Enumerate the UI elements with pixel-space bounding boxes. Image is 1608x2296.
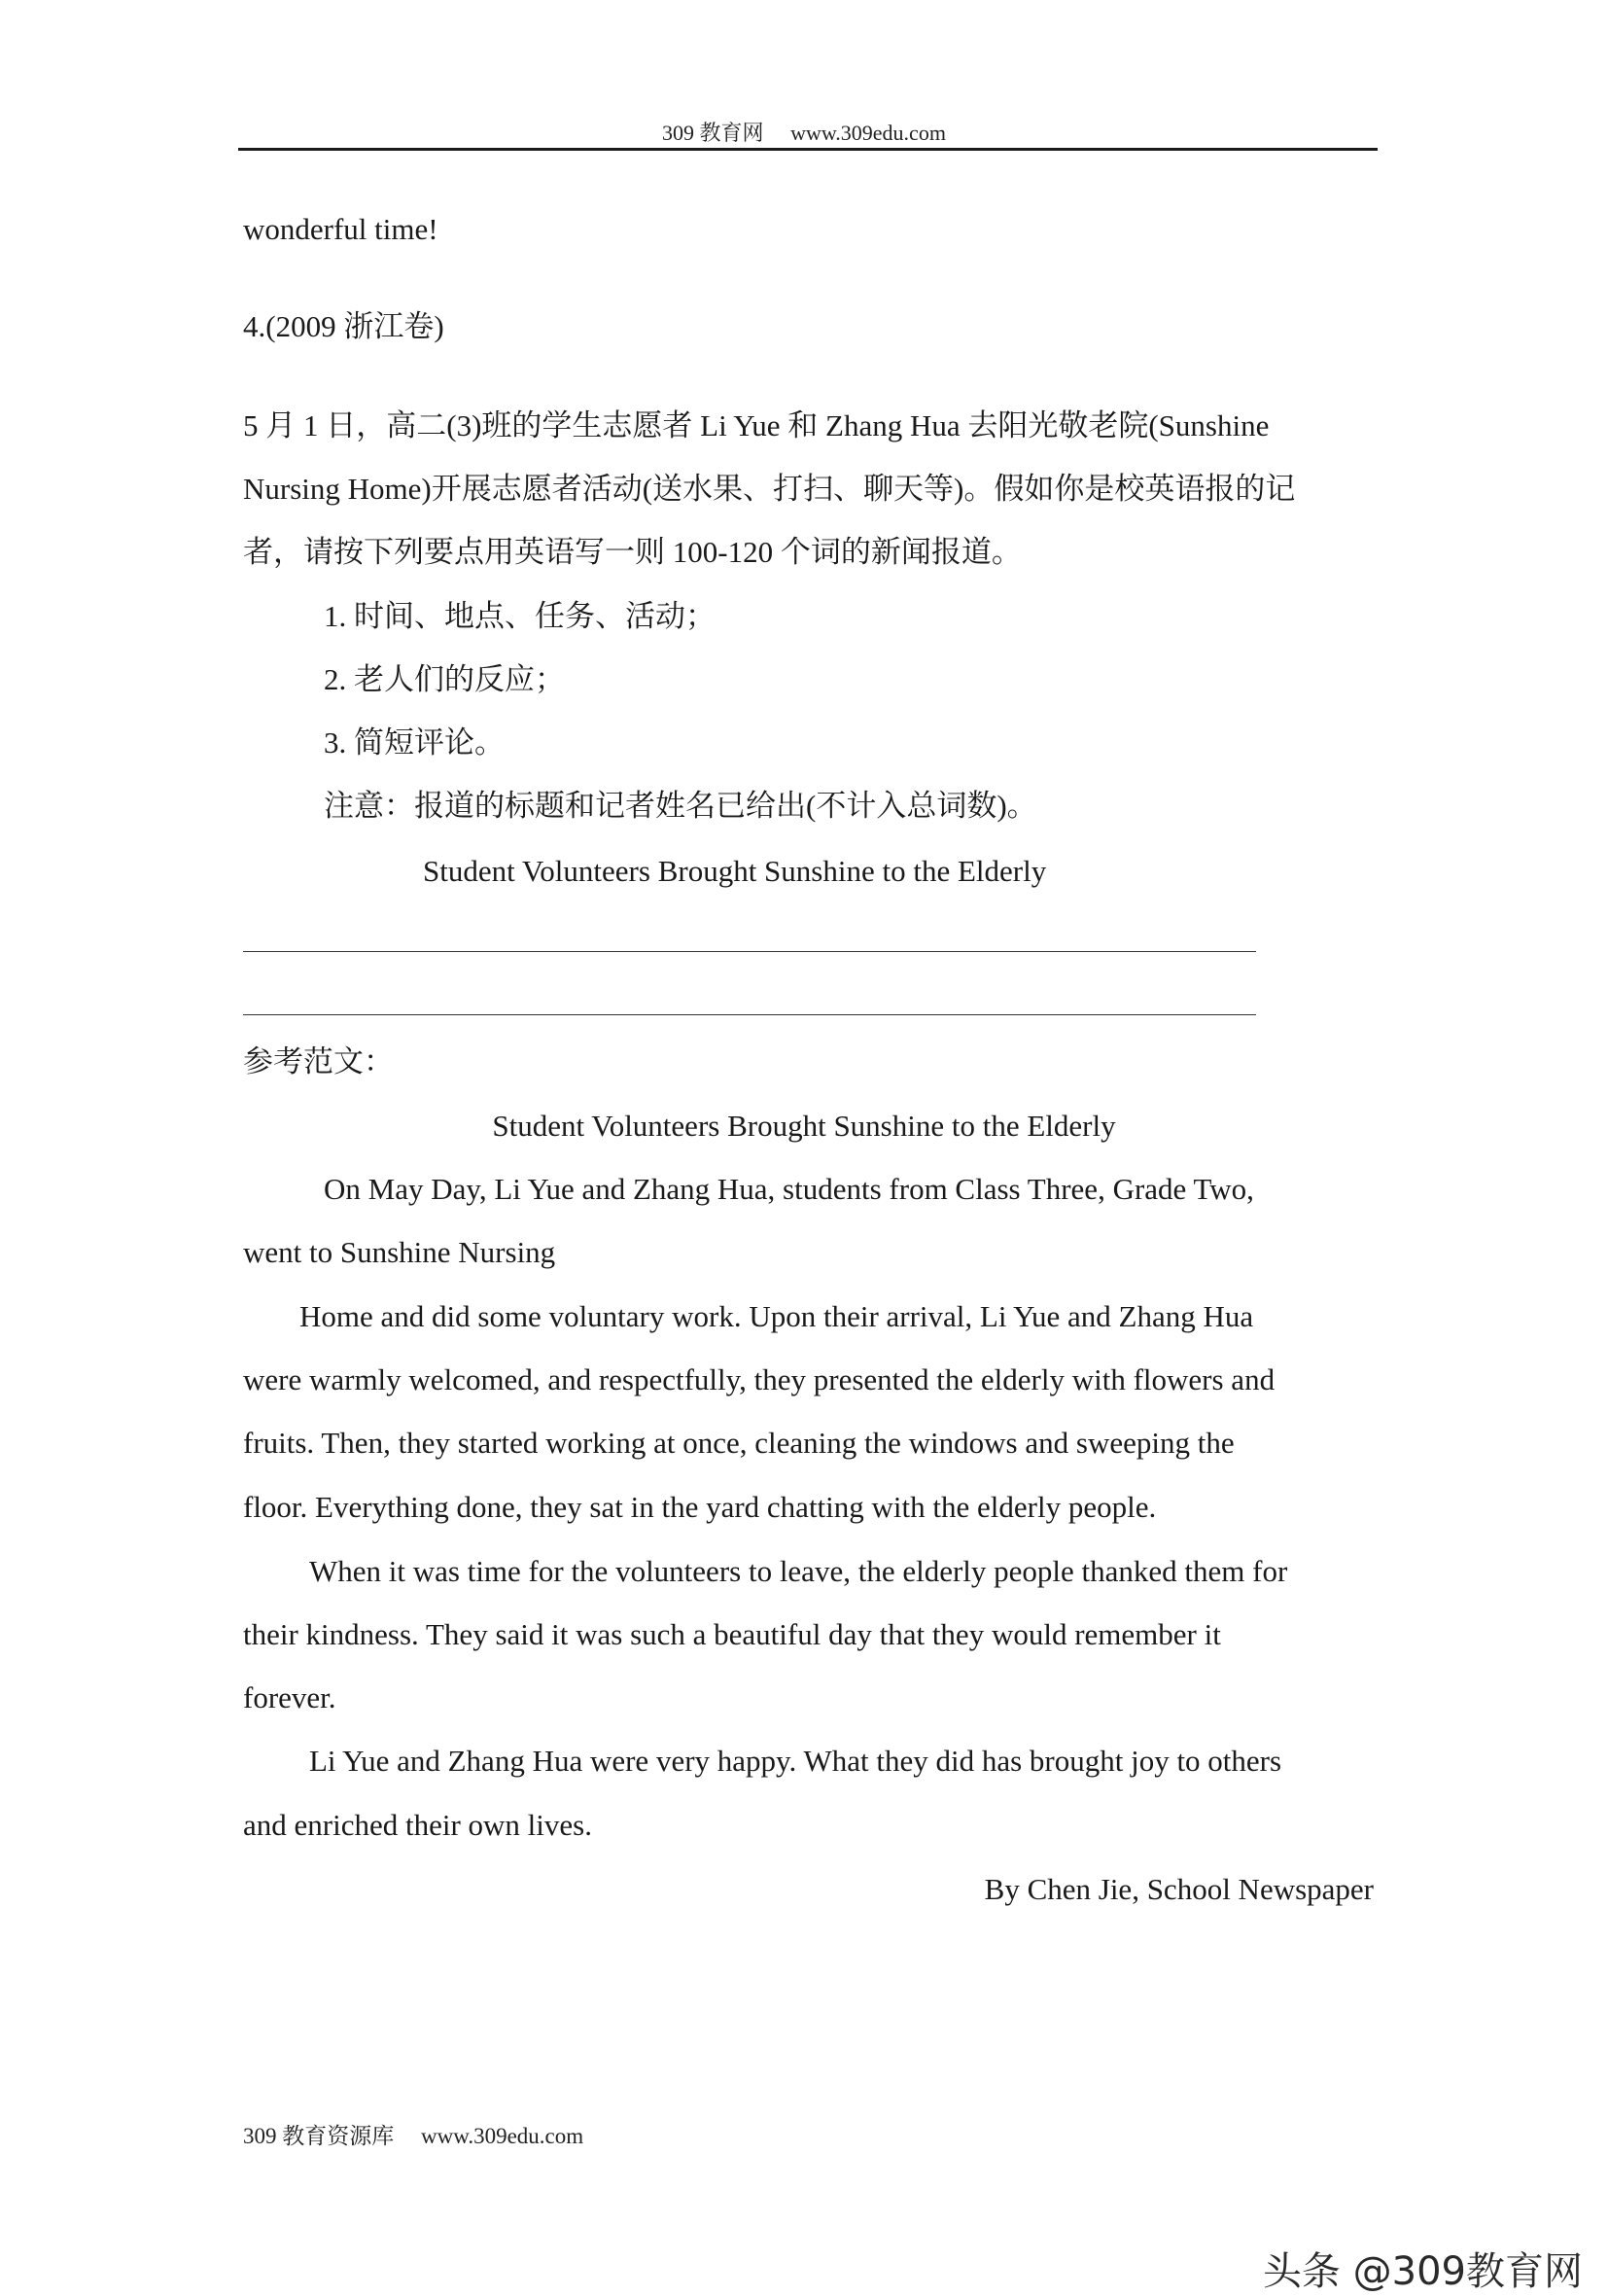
page-header [0, 117, 1608, 147]
header-site-url: www.309edu.com [790, 121, 946, 145]
prompt-line-3: 者，请按下列要点用英语写一则 100-120 个词的新闻报道。 [243, 535, 1022, 569]
watermark: 头条 @309教育网 [1262, 2249, 1583, 2294]
essay-line: fruits. Then, they started working at once, cleaning the windows and sweeping the [243, 1426, 1235, 1460]
prompt-line-1: 5 月 1 日，高二(3)班的学生志愿者 Li Yue 和 Zhang Hua 去阳光敬老院(Sunshine [243, 408, 1270, 442]
essay-line: were warmly welcomed, and respectfully, they presented the elderly with flowers and [243, 1362, 1276, 1396]
requirement-point-2: 2. 老人们的反应； [324, 662, 565, 696]
essay-line: floor. Everything done, they sat in the yard chatting with the elderly people. [243, 1490, 1157, 1524]
given-title: Student Volunteers Brought Sunshine to the Elderly [423, 854, 1047, 888]
essay-line: their kindness. They said it was such a beautiful day that they would remember it [243, 1617, 1221, 1651]
essay-line: forever. [243, 1680, 336, 1714]
essay-title: Student Volunteers Brought Sunshine to the Elderly [492, 1109, 1116, 1143]
essay-line: When it was time for the volunteers to leave, the elderly people thanked them for [309, 1554, 1288, 1588]
header-divider [238, 148, 1378, 151]
footer-site-url: www.309edu.com [421, 2124, 584, 2148]
question-number: 4.(2009 浙江卷) [243, 309, 444, 343]
reference-label: 参考范文： [243, 1044, 394, 1078]
essay-line: On May Day, Li Yue and Zhang Hua, students from Class Three, Grade Two, [324, 1172, 1254, 1206]
essay-line: Li Yue and Zhang Hua were very happy. What they did has brought joy to others [309, 1744, 1282, 1778]
byline: By Chen Jie, School Newspaper [984, 1872, 1374, 1906]
essay-line: Home and did some voluntary work. Upon their arrival, Li Yue and Zhang Hua [299, 1299, 1254, 1333]
answer-line-2 [243, 1014, 1256, 1015]
prompt-line-2: Nursing Home)开展志愿者活动(送水果、打扫、聊天等)。假如你是校英语报的记 [243, 472, 1296, 506]
note-text: 注意：报道的标题和记者姓名已给出(不计入总词数)。 [324, 789, 1037, 823]
footer-library-name: 309 教育资源库 [243, 2124, 395, 2148]
requirement-point-3: 3. 简短评论。 [324, 725, 505, 759]
previous-essay-tail: wonderful time! [243, 212, 438, 246]
essay-line: and enriched their own lives. [243, 1808, 592, 1842]
answer-line-1 [243, 951, 1256, 952]
page-footer [243, 2118, 583, 2150]
essay-line: went to Sunshine Nursing [243, 1235, 556, 1269]
requirement-point-1: 1. 时间、地点、任务、活动； [324, 599, 716, 633]
header-site-name: 309 教育网 [662, 121, 764, 145]
